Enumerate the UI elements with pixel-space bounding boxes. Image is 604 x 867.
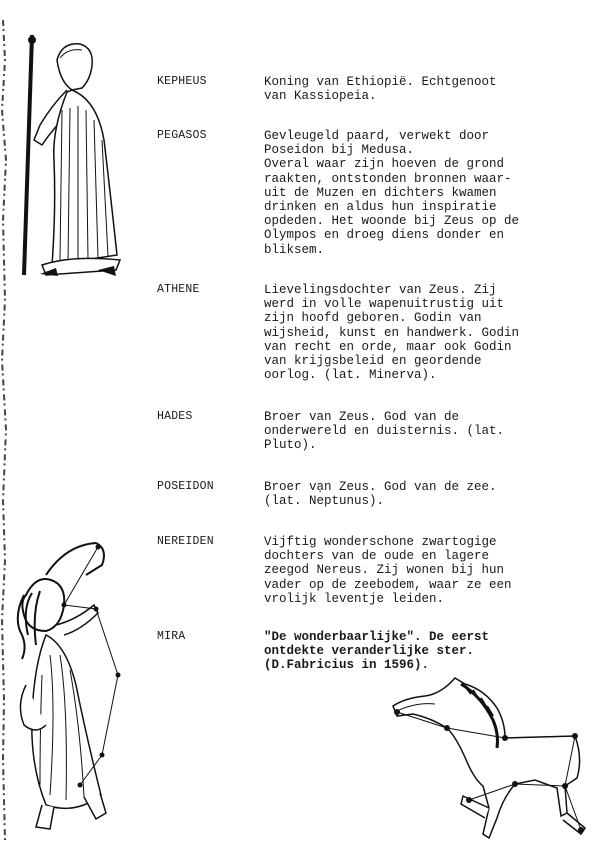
term-label: MIRA [157, 630, 186, 643]
term-label: KEPHEUS [157, 75, 207, 88]
term-description: Broer van Zeus. God van de onderwereld en duisternis. (lat. Pluto). [264, 410, 505, 453]
term-description: "De wonderbaarlijke". De eerst ontdekte veranderlijke ster. (D.Fabricius in 1596). [264, 630, 490, 673]
term-description: Broer vạn Zeus. God van de zee. (lat. Neptunus). [264, 480, 497, 509]
pegasus-horse [385, 668, 590, 843]
term-label: POSEIDON [157, 480, 214, 493]
term-label: NEREIDEN [157, 535, 214, 548]
term-label: ATHENE [157, 283, 200, 296]
term-description: Vijftig wonderschone zwartogige dochters van de oude en lagere zeegod Nereus. Zij wonen bij hun vader op de zeebodem, waar ze een vrolijk leventje leiden. [264, 535, 512, 606]
term-label: HADES [157, 410, 193, 423]
term-description: Lievelingsdochter van Zeus. Zij werd in volle wapenuitrustig uit zijn hoofd geboren. Godin van wijsheid, kunst en handwerk. Godin van recht en orde, maar ook Godin van krijgsbeleid en geordende oorlog. (lat. Minerva). [264, 283, 520, 383]
kepheus-figure [12, 30, 132, 280]
term-label: PEGASOS [157, 129, 207, 142]
term-description: Gevleugeld paard, verwekt door Poseidon bij Medusa. Overal waar zijn hoeven de grond raakten, ontstonden bronnen waar- uit de Muzen en dichters kwamen drinken en aldus hun inspiratie opdeden. Het woonde bij Zeus op de Olympos en droeg diens donder en bliksem. [264, 129, 520, 257]
term-description: Koning van Ethiopië. Echtgenoot van Kassiopeia. [264, 75, 497, 104]
nereid-figure [6, 535, 136, 835]
